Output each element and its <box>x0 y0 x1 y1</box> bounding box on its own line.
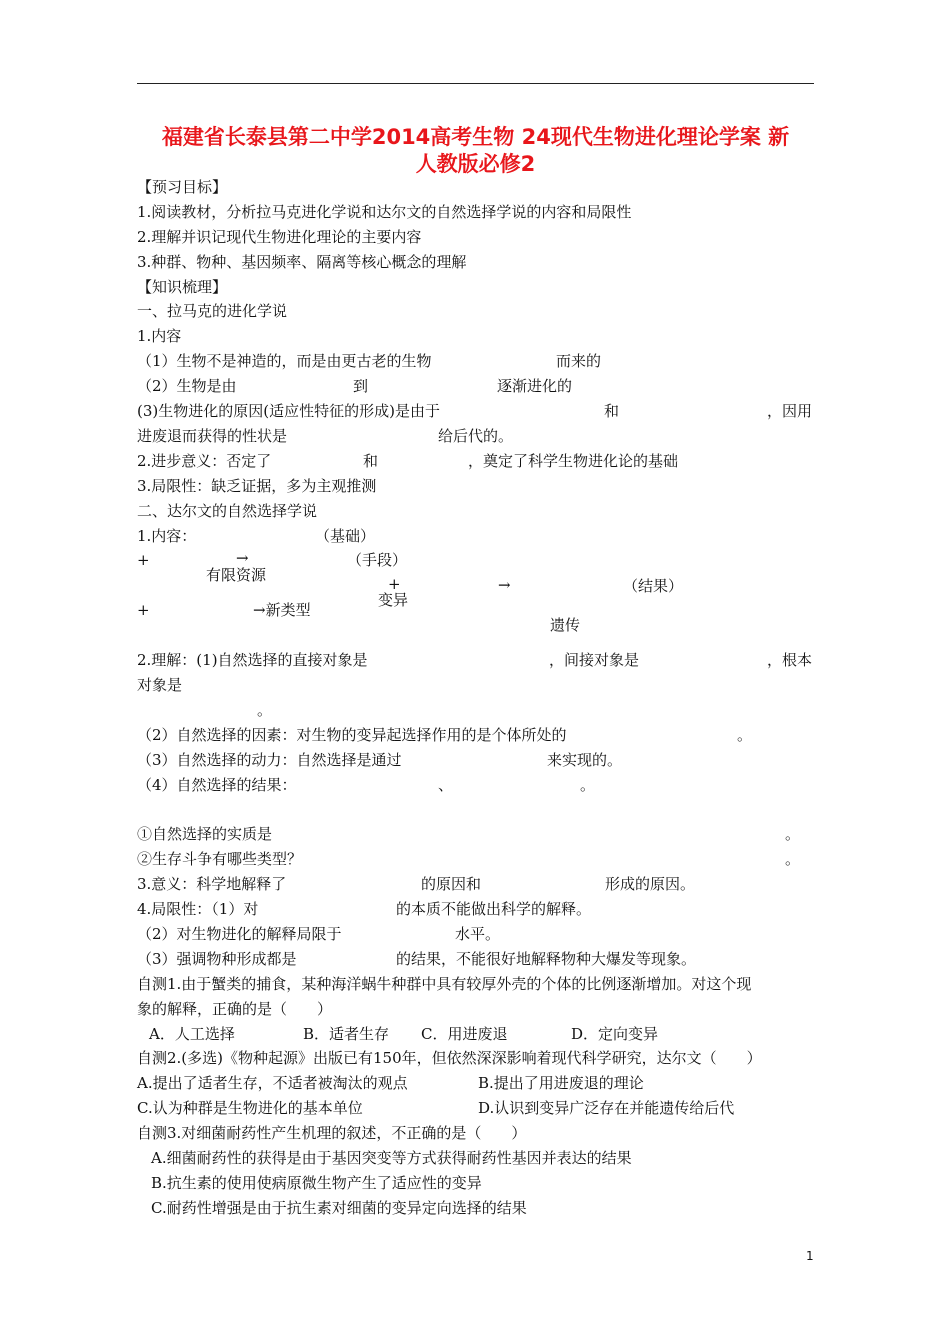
lamarck-c3-cont: 进废退而获得的性状是 <box>137 427 288 445</box>
arrow-symbol: → <box>236 549 249 567</box>
significance-text: 3.意义：科学地解释了 <box>137 875 287 893</box>
selection-factor: （2）自然选择的因素：对生物的变异起选择作用的是个体所处的 <box>137 726 567 744</box>
darwin-title: 二、达尔文的自然选择学说 <box>137 502 318 520</box>
arrow-symbol: → <box>498 576 511 594</box>
selftest-1-option: A．人工选择 <box>149 1025 235 1043</box>
selftest-3-option: C.耐药性增强是由于抗生素对细菌的变异定向选择的结果 <box>151 1199 527 1217</box>
darwin-result: （结果） <box>623 577 684 595</box>
separator-mark: 、 <box>438 776 454 794</box>
significance-mid: 的原因和 <box>421 875 482 893</box>
variation-label: 变异 <box>378 591 409 609</box>
heredity-label: 遗传 <box>550 616 581 634</box>
lamarck-title: 一、拉马克的进化学说 <box>137 302 288 320</box>
darwin-limitation-3-tail: 的结果，不能很好地解释物种大爆发等现象。 <box>396 950 697 968</box>
darwin-limitation-3: （3）强调物种形成都是 <box>137 950 297 968</box>
understanding-text: 2.理解：(1)自然选择的直接对象是 <box>137 651 368 669</box>
selftest-1-question-cont: 象的解释，正确的是（ ） <box>137 1000 333 1018</box>
new-type-label: →新类型 <box>253 601 311 619</box>
selection-result: （4）自然选择的结果： <box>137 776 297 794</box>
goal-item: 1.阅读教材，分析拉马克进化学说和达尔文的自然选择学说的内容和局限性 <box>137 203 632 221</box>
plus-sign: + <box>137 551 150 569</box>
plus-sign: + <box>388 575 401 593</box>
lamarck-c3-tail: ，因用 <box>767 402 813 420</box>
understanding-tail: ，根本 <box>767 651 813 669</box>
selftest-2-question: 自测2.(多选)《物种起源》出版已有150年，但依然深深影响着现代科学研究，达尔文（ ） <box>137 1049 762 1067</box>
lamarck-c1-text: （1）生物不是神造的，而是由更古老的生物 <box>137 352 432 370</box>
lamarck-progress-tail: ，奠定了科学生物进化论的基础 <box>468 452 679 470</box>
selection-driver-tail: 来实现的。 <box>547 751 623 769</box>
selftest-1-option: C．用进废退 <box>421 1025 508 1043</box>
lamarck-c2-tail: 逐渐进化的 <box>497 377 573 395</box>
lamarck-progress-mid: 和 <box>363 452 379 470</box>
knowledge-heading: 【知识梳理】 <box>137 278 228 296</box>
period-mark: 。 <box>785 825 801 843</box>
period-mark: 。 <box>257 701 273 719</box>
lamarck-c3-text: (3)生物进化的原因(适应性特征的形成)是由于 <box>137 402 440 420</box>
lamarck-limitation: 3.局限性：缺乏证据，多为主观推测 <box>137 477 377 495</box>
selftest-3-option: A.细菌耐药性的获得是由于基因突变等方式获得耐药性基因并表达的结果 <box>151 1149 632 1167</box>
selection-driver: （3）自然选择的动力：自然选择是通过 <box>137 751 402 769</box>
lamarck-c1-tail: 而来的 <box>556 352 602 370</box>
selftest-2-option: B.提出了用进废退的理论 <box>478 1074 644 1092</box>
understanding-mid: ，间接对象是 <box>549 651 640 669</box>
selftest-3-option: B.抗生素的使用使病原微生物产生了适应性的变异 <box>151 1174 482 1192</box>
period-mark: 。 <box>737 726 753 744</box>
doc-title-line1: 福建省长泰县第二中学2014高考生物 24现代生物进化理论学案 新 <box>161 125 790 149</box>
period-mark: 。 <box>785 850 801 868</box>
question-essence: ①自然选择的实质是 <box>137 825 273 843</box>
lamarck-c2-mid: 到 <box>353 377 369 395</box>
darwin-limitation-2: （2）对生物进化的解释局限于 <box>137 925 342 943</box>
goals-heading: 【预习目标】 <box>137 178 228 196</box>
darwin-basis: （基础） <box>315 527 376 545</box>
selftest-1-option: D．定向变异 <box>571 1025 659 1043</box>
question-struggle: ②生存斗争有哪些类型？ <box>137 850 303 868</box>
darwin-content-label: 1.内容： <box>137 527 197 545</box>
plus-sign: + <box>137 601 150 619</box>
limited-resources: 有限资源 <box>206 566 267 584</box>
lamarck-content-label: 1.内容 <box>137 327 182 345</box>
selftest-2-option: C.认为种群是生物进化的基本单位 <box>137 1099 363 1117</box>
significance-tail: 形成的原因。 <box>605 875 696 893</box>
understanding-cont: 对象是 <box>137 676 183 694</box>
lamarck-progress: 2.进步意义：否定了 <box>137 452 272 470</box>
page-number: 1 <box>806 1249 814 1263</box>
lamarck-c3-mid: 和 <box>604 402 620 420</box>
goal-item: 2.理解并识记现代生物进化理论的主要内容 <box>137 228 422 246</box>
selftest-1-question: 自测1.由于蟹类的捕食，某种海洋蜗牛种群中具有较厚外壳的个体的比例逐渐增加。对这个现 <box>137 975 752 993</box>
selftest-2-option: A.提出了适者生存，不适者被淘汰的观点 <box>137 1074 408 1092</box>
lamarck-c3-end: 给后代的。 <box>438 427 514 445</box>
lamarck-c2-text: （2）生物是由 <box>137 377 237 395</box>
doc-title-line2: 人教版必修2 <box>415 152 536 176</box>
selftest-2-option: D.认识到变异广泛存在并能遗传给后代 <box>478 1099 735 1117</box>
selftest-1-option: B．适者生存 <box>303 1025 390 1043</box>
header-rule <box>137 83 814 84</box>
darwin-limitation-2-tail: 水平。 <box>455 925 501 943</box>
darwin-limitation: 4.局限性：（1）对 <box>137 900 259 918</box>
darwin-limitation-tail: 的本质不能做出科学的解释。 <box>396 900 592 918</box>
goal-item: 3.种群、物种、基因频率、隔离等核心概念的理解 <box>137 253 467 271</box>
darwin-means: （手段） <box>347 551 408 569</box>
selftest-3-question: 自测3.对细菌耐药性产生机理的叙述，不正确的是（ ） <box>137 1124 527 1142</box>
period-mark: 。 <box>580 776 596 794</box>
